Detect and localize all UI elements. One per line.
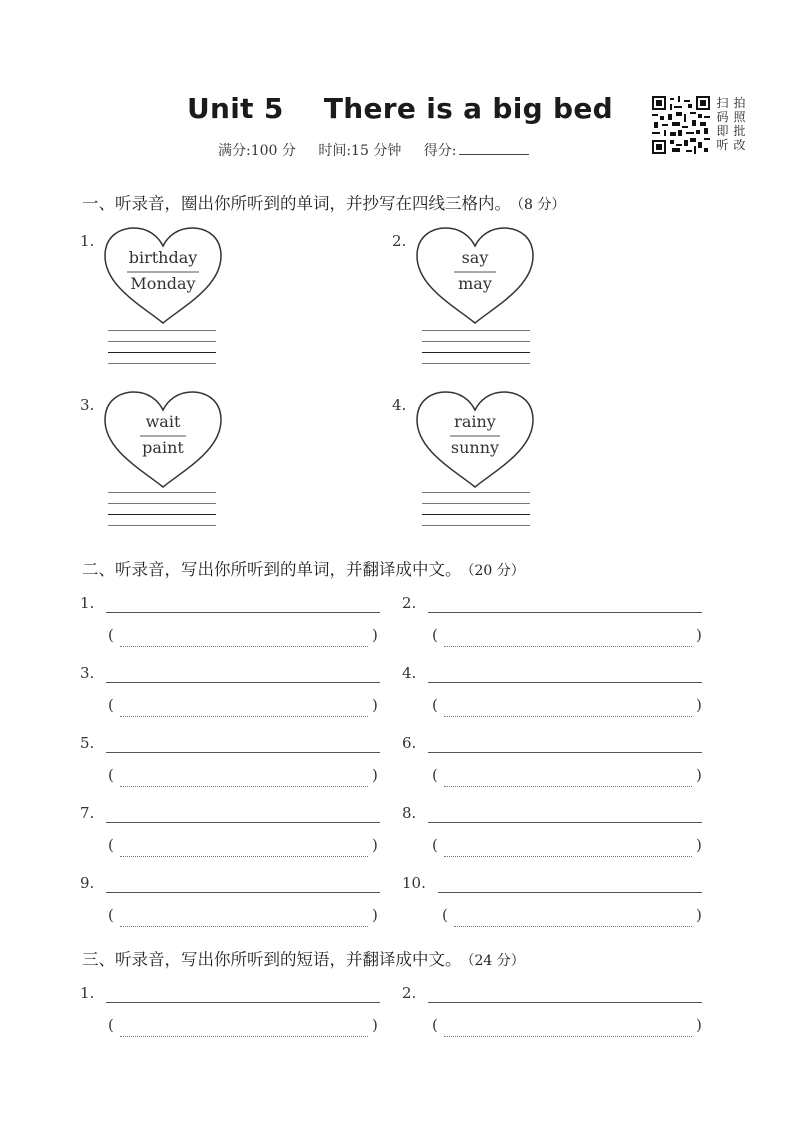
paren-open: (	[432, 626, 438, 644]
grid-line	[422, 330, 530, 331]
section-3-title	[82, 946, 525, 970]
grid-line	[422, 341, 530, 342]
translation-answer-line[interactable]	[120, 1035, 368, 1037]
paren-close: )	[372, 626, 378, 644]
grid-line	[108, 352, 216, 353]
paren-open: (	[108, 766, 114, 784]
section-1-title	[82, 190, 565, 214]
paren-close: )	[372, 766, 378, 784]
item-number: 2.	[392, 232, 407, 250]
paren-open: (	[432, 696, 438, 714]
score-blank	[459, 142, 529, 155]
score-label: 得分:	[423, 143, 457, 159]
item-number: 9.	[80, 874, 95, 892]
translation-answer-line[interactable]	[444, 645, 692, 647]
translation-answer-line[interactable]	[444, 715, 692, 717]
paren-close: )	[372, 1016, 378, 1034]
four-line-grid[interactable]	[108, 330, 216, 374]
grid-line	[422, 492, 530, 493]
translation-answer-line[interactable]	[454, 925, 692, 927]
paren-close: )	[372, 906, 378, 924]
paren-close: )	[372, 836, 378, 854]
item-number: 6.	[402, 734, 417, 752]
grid-line	[422, 503, 530, 504]
grid-line	[108, 341, 216, 342]
word-option-top[interactable]: wait	[145, 412, 181, 431]
word-answer-line[interactable]	[106, 682, 380, 683]
qr-char: 码	[716, 110, 729, 124]
paren-open: (	[432, 766, 438, 784]
time-limit: 时间:15 分钟	[318, 143, 402, 159]
word-answer-line[interactable]	[106, 892, 380, 893]
four-line-grid[interactable]	[422, 492, 530, 536]
section-2-heading: 二、听录音，写出你所听到的单词，并翻译成中文。	[82, 560, 462, 579]
word-option-top[interactable]: say	[461, 248, 489, 267]
item-number: 7.	[80, 804, 95, 822]
grid-line	[422, 525, 530, 526]
phrase-answer-line[interactable]	[428, 1002, 702, 1003]
heart-choice-4[interactable]	[414, 390, 536, 490]
word-answer-line[interactable]	[106, 752, 380, 753]
item-number: 3.	[80, 396, 95, 414]
qr-code-icon[interactable]	[652, 96, 710, 154]
section-3-heading: 三、听录音，写出你所听到的短语，并翻译成中文。	[82, 950, 462, 969]
translation-answer-line[interactable]	[444, 785, 692, 787]
paren-close: )	[696, 766, 702, 784]
grid-line	[422, 514, 530, 515]
paren-close: )	[696, 1016, 702, 1034]
translation-answer-line[interactable]	[120, 855, 368, 857]
word-option-bottom[interactable]: Monday	[130, 274, 196, 293]
page-title: Unit 5 There is a big bed	[186, 92, 613, 125]
item-number: 1.	[80, 984, 95, 1002]
paren-close: )	[696, 906, 702, 924]
word-option-bottom[interactable]: paint	[142, 438, 184, 457]
qr-char: 扫	[716, 96, 729, 110]
full-score: 满分:100 分	[218, 143, 296, 159]
section-2-points: （20 分）	[467, 563, 525, 579]
word-option-top[interactable]: birthday	[128, 248, 198, 267]
item-number: 2.	[402, 594, 417, 612]
item-number: 8.	[402, 804, 417, 822]
grid-line	[108, 503, 216, 504]
paren-open: (	[108, 906, 114, 924]
item-number: 10.	[402, 874, 426, 892]
paren-open: (	[432, 836, 438, 854]
word-answer-line[interactable]	[428, 612, 702, 613]
grid-line	[108, 514, 216, 515]
qr-caption	[714, 96, 748, 152]
word-answer-line[interactable]	[438, 892, 702, 893]
grid-line	[108, 492, 216, 493]
translation-answer-line[interactable]	[120, 785, 368, 787]
grid-line	[108, 330, 216, 331]
grid-line	[108, 363, 216, 364]
translation-answer-line[interactable]	[444, 1035, 692, 1037]
qr-char: 改	[733, 138, 746, 152]
grid-line	[422, 352, 530, 353]
paren-open: (	[108, 1016, 114, 1034]
heart-choice-1[interactable]	[102, 226, 224, 326]
section-3-points: （24 分）	[467, 953, 525, 969]
qr-char: 听	[716, 138, 729, 152]
heart-choice-2[interactable]	[414, 226, 536, 326]
item-number: 1.	[80, 594, 95, 612]
item-number: 2.	[402, 984, 417, 1002]
paren-open: (	[108, 626, 114, 644]
paren-close: )	[696, 696, 702, 714]
section-2-title	[82, 556, 525, 580]
word-answer-line[interactable]	[106, 822, 380, 823]
paren-open: (	[108, 836, 114, 854]
section-1-points: （8 分）	[517, 197, 566, 213]
paren-close: )	[696, 836, 702, 854]
word-answer-line[interactable]	[106, 612, 380, 613]
heart-choice-3[interactable]	[102, 390, 224, 490]
qr-char: 批	[733, 124, 746, 138]
qr-char: 拍	[733, 96, 746, 110]
item-number: 5.	[80, 734, 95, 752]
translation-answer-line[interactable]	[120, 715, 368, 717]
translation-answer-line[interactable]	[120, 645, 368, 647]
grid-line	[422, 363, 530, 364]
word-option-bottom[interactable]: may	[458, 274, 492, 293]
four-line-grid[interactable]	[108, 492, 216, 536]
word-option-bottom[interactable]: sunny	[450, 438, 500, 457]
translation-answer-line[interactable]	[120, 925, 368, 927]
item-number: 4.	[402, 664, 417, 682]
qr-char: 照	[733, 110, 746, 124]
paren-close: )	[372, 696, 378, 714]
section-1-heading: 一、听录音，圈出你所听到的单词，并抄写在四线三格内。	[82, 194, 511, 213]
paren-open: (	[108, 696, 114, 714]
item-number: 1.	[80, 232, 95, 250]
phrase-answer-line[interactable]	[106, 1002, 380, 1003]
item-number: 4.	[392, 396, 407, 414]
paren-close: )	[696, 626, 702, 644]
paren-open: (	[442, 906, 448, 924]
word-answer-line[interactable]	[428, 682, 702, 683]
qr-char: 即	[716, 124, 729, 138]
translation-answer-line[interactable]	[444, 855, 692, 857]
word-option-top[interactable]: rainy	[454, 412, 496, 431]
grid-line	[108, 525, 216, 526]
word-answer-line[interactable]	[428, 752, 702, 753]
exam-meta	[218, 140, 547, 160]
four-line-grid[interactable]	[422, 330, 530, 374]
paren-open: (	[432, 1016, 438, 1034]
word-answer-line[interactable]	[428, 822, 702, 823]
item-number: 3.	[80, 664, 95, 682]
